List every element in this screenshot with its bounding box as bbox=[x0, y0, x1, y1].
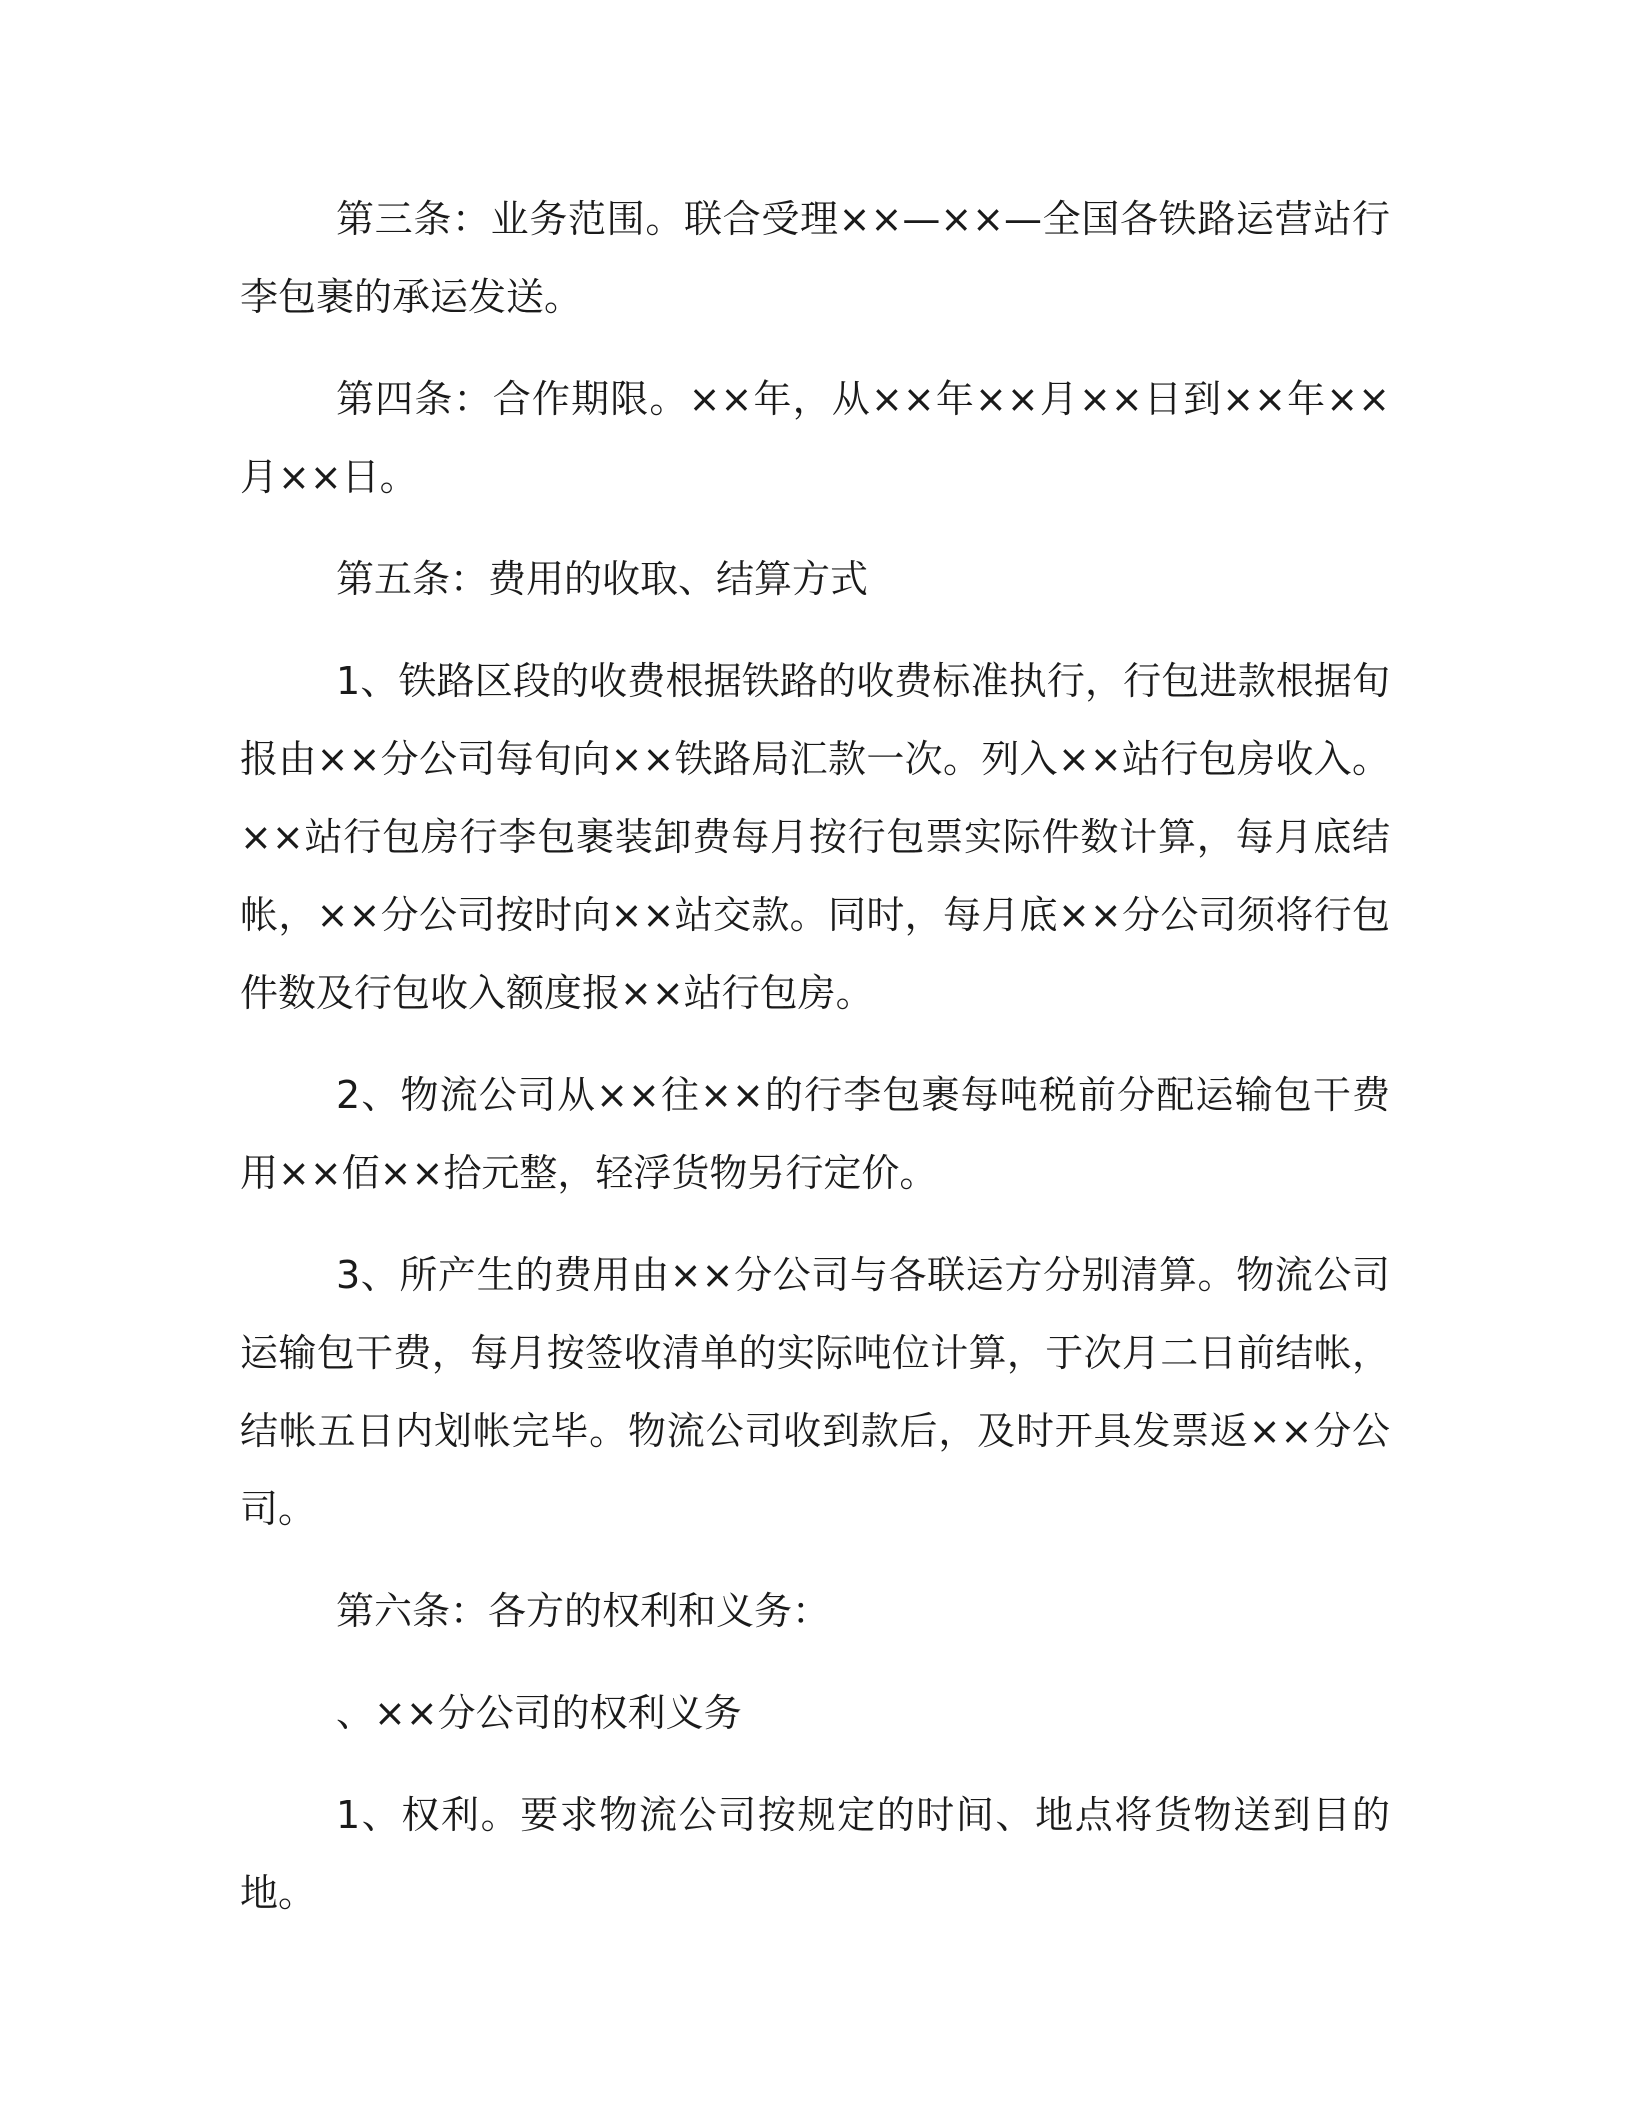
article-4-cooperation-term: 第四条：合作期限。××年，从××年××月××日到××年××月××日。 bbox=[240, 377, 1390, 499]
article-3-business-scope: 第三条：业务范围。联合受理××—××—全国各铁路运营站行李包裹的承运发送。 bbox=[240, 197, 1390, 319]
article-5-fee-settlement-heading: 第五条：费用的收取、结算方式 bbox=[336, 557, 869, 601]
article-5-clause-1: 1、铁路区段的收费根据铁路的收费标准执行，行包进款根据旬报由××分公司每旬向××铁路局汇款一次。列入××站行包房收入。××站行包房行李包裹装卸费每月按行包票实际件数计算，每月底结帐，××分公司按时向××站交款。同时，每月底××分公司须将行包件数及行包收入额度报××站行包房。 bbox=[240, 659, 1390, 1015]
article-6-rights-obligations-heading: 第六条：各方的权利和义务： bbox=[336, 1589, 831, 1633]
document-body bbox=[240, 180, 1390, 1956]
article-5-clause-3: 3、所产生的费用由××分公司与各联运方分别清算。物流公司运输包干费，每月按签收清单的实际吨位计算，于次月二日前结帐，结帐五日内划帐完毕。物流公司收到款后，及时开具发票返××分公司。 bbox=[240, 1253, 1390, 1531]
article-5-clause-2: 2、物流公司从××往××的行李包裹每吨税前分配运输包干费用××佰××拾元整，轻浮货物另行定价。 bbox=[240, 1073, 1390, 1195]
branch-rights-obligations-heading: 、××分公司的权利义务 bbox=[336, 1691, 742, 1735]
branch-rights-clause-1: 1、权利。要求物流公司按规定的时间、地点将货物送到目的地。 bbox=[240, 1793, 1390, 1915]
